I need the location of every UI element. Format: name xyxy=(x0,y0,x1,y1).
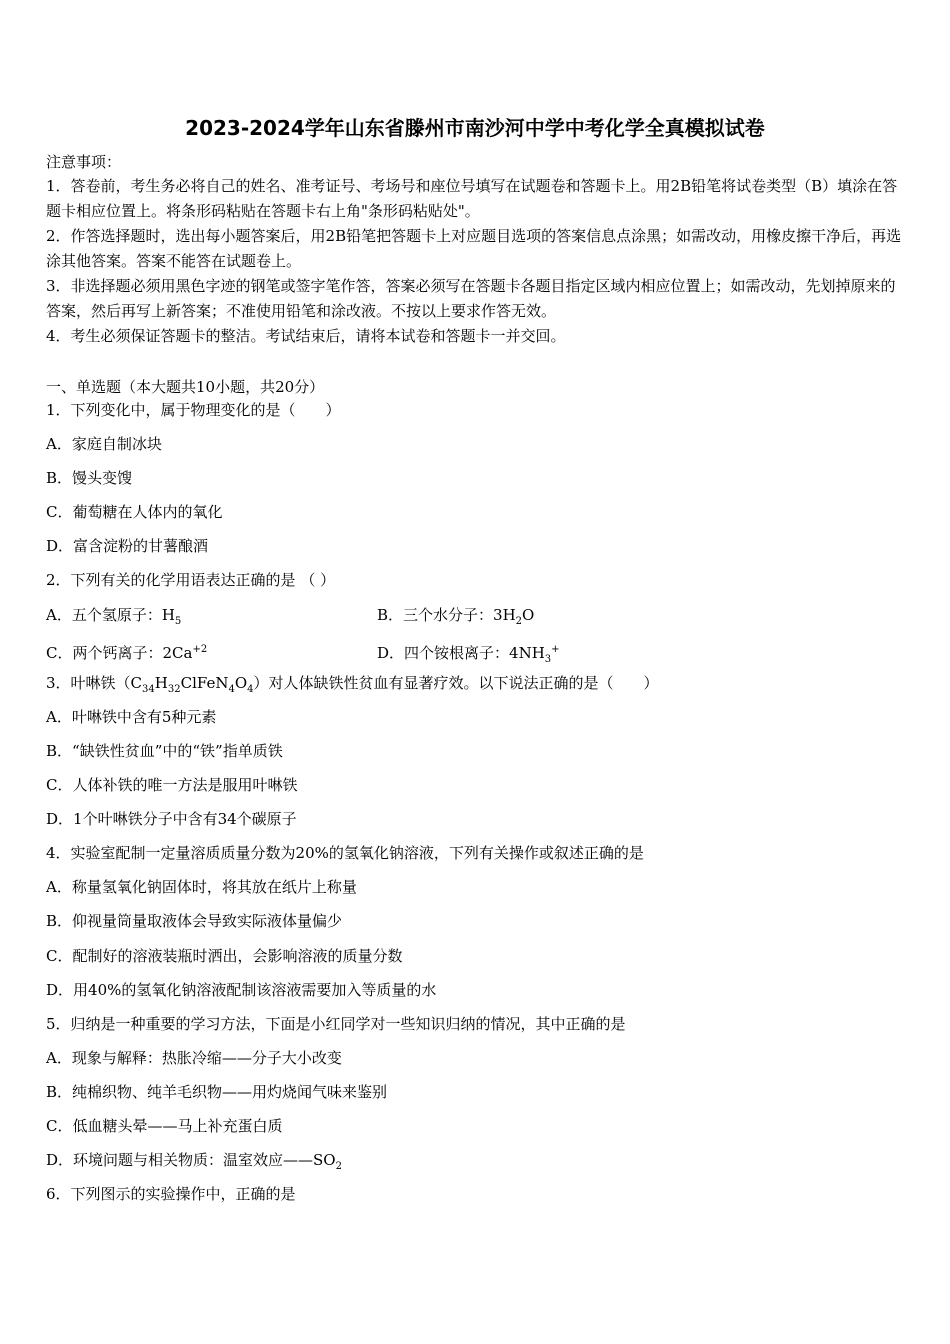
question-2-option-a: A．五个氢原子：$H_5$ xyxy=(46,605,182,627)
question-3-stem: 3．叶啉铁$(C_{34}H_{32}ClFeN_4O_4)$对人体缺铁性贫血有显著疗效。以下说法正确的是（ ） xyxy=(46,673,659,695)
question-5-option-c: C．低血糖头晕——马上补充蛋白质 xyxy=(46,1116,283,1135)
notice-list xyxy=(46,174,904,349)
question-4-option-c: C．配制好的溶液装瓶时洒出，会影响溶液的质量分数 xyxy=(46,946,403,965)
question-2-option-b: B．三个水分子：$3H_2O$ xyxy=(377,605,535,627)
question-1-option-d: D．富含淀粉的甘薯酿酒 xyxy=(46,537,209,556)
question-5-option-a: A．现象与解释：热胀冷缩——分子大小改变 xyxy=(46,1048,342,1067)
notice-heading: 注意事项： xyxy=(46,153,122,171)
notice-item: 4．考生必须保证答题卡的整洁。考试结束后，请将本试卷和答题卡一并交回。 xyxy=(46,327,566,345)
question-3-option-d: D．1个叶啉铁分子中含有34个碳原子 xyxy=(46,810,297,829)
question-4-stem: 4．实验室配制一定量溶质质量分数为20%的氢氧化钠溶液，下列有关操作或叙述正确的是 xyxy=(46,844,644,863)
page-title: 2023-2024学年山东省滕州市南沙河中学中考化学全真模拟试卷 xyxy=(185,116,765,140)
notice-item: 2．作答选择题时，选出每小题答案后，用2B铅笔把答题卡上对应题目选项的答案信息点涂黑；如需改动，用橡皮擦干净后，再选涂其他答案。答案不能答在试题卷上。 xyxy=(46,227,902,270)
notice-item: 3．非选择题必须用黑色字迹的钢笔或签字笔作答，答案必须写在答题卡各题目指定区域内相应位置上；如需改动，先划掉原来的答案，然后再写上新答案；不准使用铅笔和涂改液。不按以上要求作答无效。 xyxy=(46,277,896,320)
notice-item: 1．答卷前，考生务必将自己的姓名、准考证号、考场号和座位号填写在试题卷和答题卡上。用2B铅笔将试卷类型（B）填涂在答题卡相应位置上。将条形码粘贴在答题卡右上角"条形码粘贴处"。 xyxy=(46,177,898,220)
question-1-option-c: C．葡萄糖在人体内的氧化 xyxy=(46,503,223,522)
question-1-option-a: A．家庭自制冰块 xyxy=(46,435,162,454)
question-5-option-b: B．纯棉织物、纯羊毛织物——用灼烧闻气味来鉴别 xyxy=(46,1082,388,1101)
question-3-option-c: C．人体补铁的唯一方法是服用叶啉铁 xyxy=(46,776,298,795)
question-6-stem: 6．下列图示的实验操作中，正确的是 xyxy=(46,1185,296,1204)
question-1-stem: 1．下列变化中，属于物理变化的是（ ） xyxy=(46,401,341,419)
question-5-option-d: D．环境问题与相关物质：温室效应$——SO_2$ xyxy=(46,1151,342,1173)
section-heading: 一、单选题（本大题共10小题，共20分） xyxy=(46,378,325,396)
question-4-option-b: B．仰视量筒量取液体会导致实际液体量偏少 xyxy=(46,912,343,931)
question-3-option-a: A．叶啉铁中含有5种元素 xyxy=(46,707,217,726)
question-list xyxy=(46,397,904,1215)
question-2-stem: 2．下列有关的化学用语表达正确的是 （ ） xyxy=(46,571,336,590)
question-3-option-b: B．“缺铁性贫血”中的“铁”指单质铁 xyxy=(46,741,283,760)
question-1-option-b: B．馒头变馊 xyxy=(46,469,133,488)
question-2-row-cd xyxy=(46,636,904,670)
question-4-option-a: A．称量氢氧化钠固体时，将其放在纸片上称量 xyxy=(46,878,357,897)
question-4-option-d: D．用40%的氢氧化钠溶液配制该溶液需要加入等质量的水 xyxy=(46,980,437,999)
question-2-row-ab xyxy=(46,602,904,636)
question-2-option-c: C．两个钙离子：$2Ca^{+2}$ xyxy=(46,643,208,662)
question-2-option-d: D．四个铵根离子：$4NH_3^+$ xyxy=(377,643,560,665)
question-5-stem: 5．归纳是一种重要的学习方法，下面是小红同学对一些知识归纳的情况，其中正确的是 xyxy=(46,1014,626,1033)
